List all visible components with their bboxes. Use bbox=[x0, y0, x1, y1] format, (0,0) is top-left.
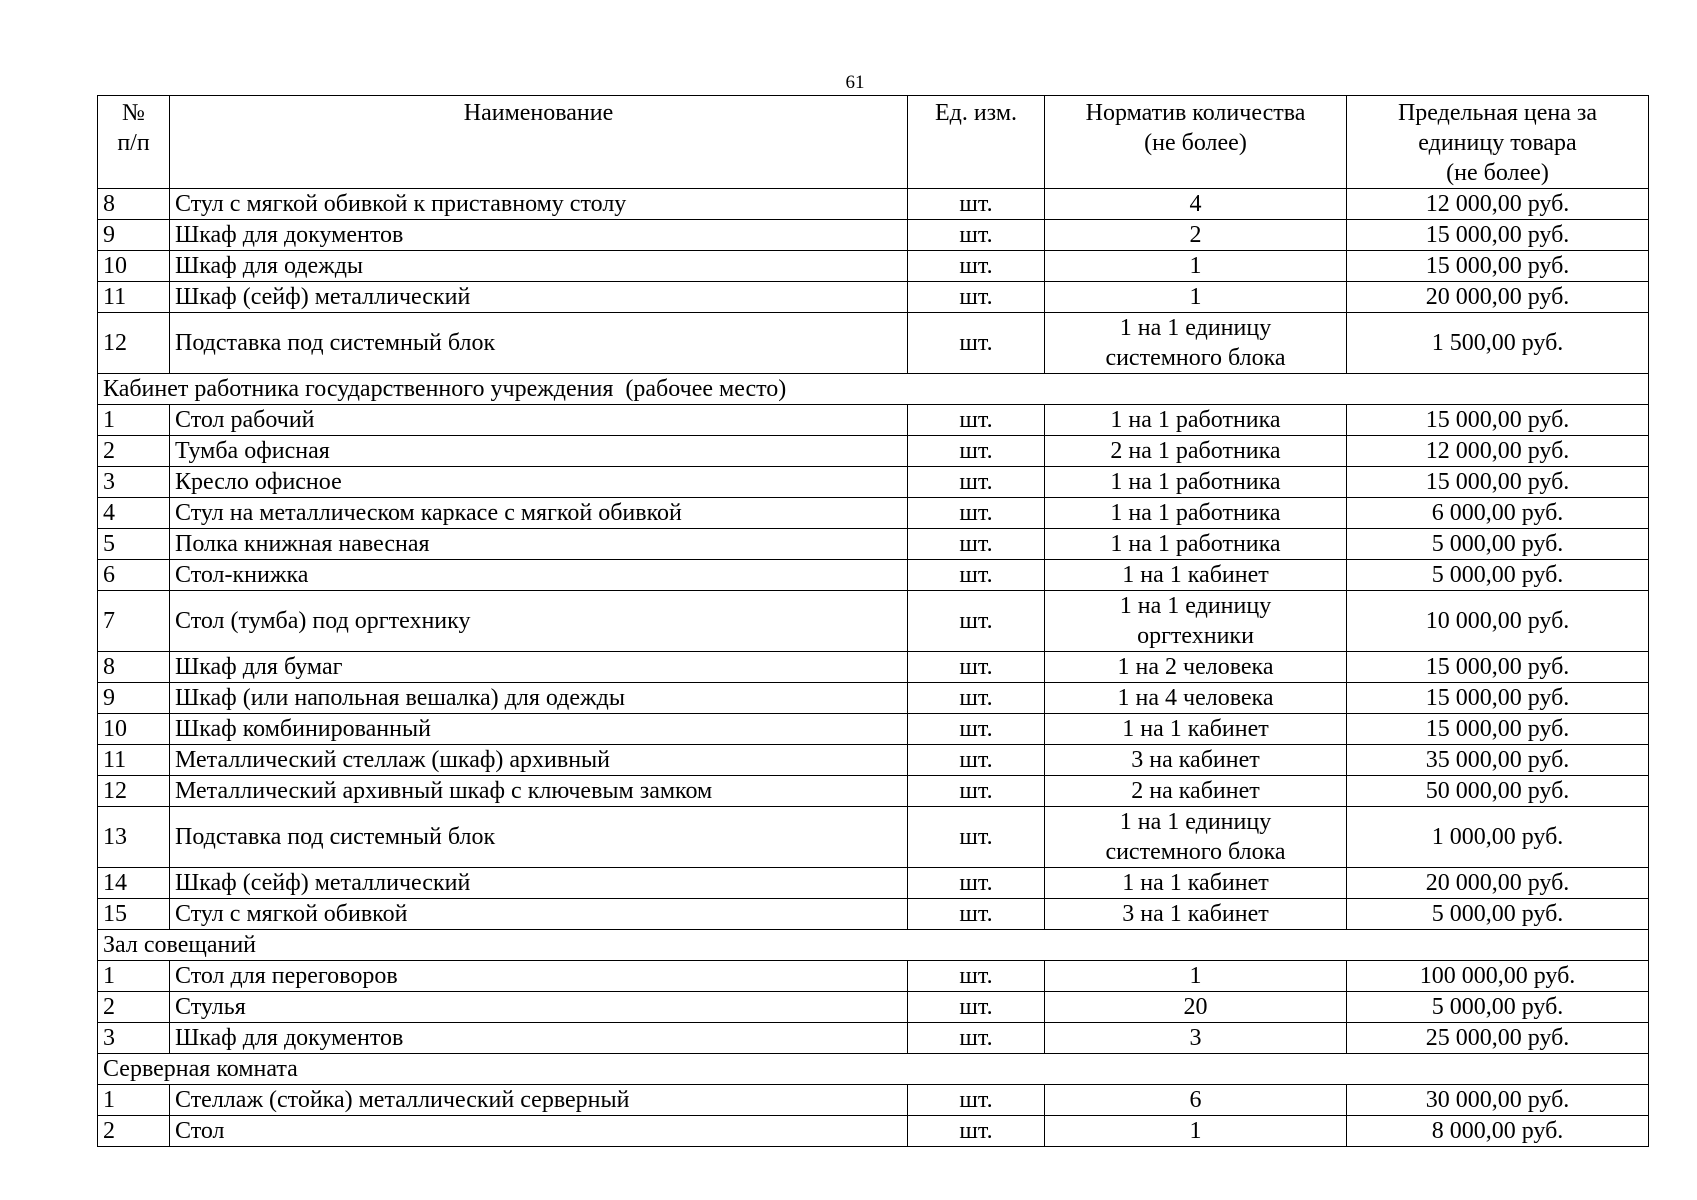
header-quantity-label: Норматив количества (не более) bbox=[1085, 100, 1306, 156]
section-title: Зал совещаний bbox=[98, 930, 1649, 961]
row-price: 20 000,00 руб. bbox=[1347, 282, 1649, 313]
row-unit: шт. bbox=[908, 405, 1045, 436]
row-name: Шкаф (сейф) металлический bbox=[170, 282, 908, 313]
table-row bbox=[98, 405, 1649, 436]
row-price: 12 000,00 руб. bbox=[1347, 189, 1649, 220]
row-price: 10 000,00 руб. bbox=[1347, 591, 1649, 652]
row-number: 11 bbox=[98, 282, 170, 313]
row-price: 15 000,00 руб. bbox=[1347, 683, 1649, 714]
row-price: 1 000,00 руб. bbox=[1347, 807, 1649, 868]
table-row bbox=[98, 868, 1649, 899]
table-row bbox=[98, 745, 1649, 776]
row-unit: шт. bbox=[908, 652, 1045, 683]
table-row bbox=[98, 992, 1649, 1023]
row-price: 50 000,00 руб. bbox=[1347, 776, 1649, 807]
row-number: 13 bbox=[98, 807, 170, 868]
row-quantity: 1 bbox=[1045, 282, 1347, 313]
row-price: 1 500,00 руб. bbox=[1347, 313, 1649, 374]
row-price: 8 000,00 руб. bbox=[1347, 1116, 1649, 1147]
row-quantity: 1 на 1 работника bbox=[1045, 529, 1347, 560]
row-name: Шкаф для бумаг bbox=[170, 652, 908, 683]
row-number: 1 bbox=[98, 405, 170, 436]
row-name: Кресло офисное bbox=[170, 467, 908, 498]
row-quantity: 3 на 1 кабинет bbox=[1045, 899, 1347, 930]
row-number: 15 bbox=[98, 899, 170, 930]
row-unit: шт. bbox=[908, 1116, 1045, 1147]
row-unit: шт. bbox=[908, 467, 1045, 498]
row-quantity: 2 bbox=[1045, 220, 1347, 251]
row-quantity: 3 bbox=[1045, 1023, 1347, 1054]
row-name: Стол bbox=[170, 1116, 908, 1147]
row-price: 25 000,00 руб. bbox=[1347, 1023, 1649, 1054]
table-row bbox=[98, 436, 1649, 467]
row-price: 100 000,00 руб. bbox=[1347, 961, 1649, 992]
row-unit: шт. bbox=[908, 776, 1045, 807]
table-row bbox=[98, 251, 1649, 282]
table-row bbox=[98, 1023, 1649, 1054]
row-name: Стул на металлическом каркасе с мягкой обивкой bbox=[170, 498, 908, 529]
table-row bbox=[98, 529, 1649, 560]
row-number: 1 bbox=[98, 1085, 170, 1116]
table-body bbox=[98, 189, 1649, 1147]
row-price: 12 000,00 руб. bbox=[1347, 436, 1649, 467]
row-price: 15 000,00 руб. bbox=[1347, 405, 1649, 436]
row-unit: шт. bbox=[908, 529, 1045, 560]
row-number: 2 bbox=[98, 992, 170, 1023]
row-price: 5 000,00 руб. bbox=[1347, 899, 1649, 930]
row-number: 10 bbox=[98, 251, 170, 282]
row-price: 15 000,00 руб. bbox=[1347, 714, 1649, 745]
row-number: 1 bbox=[98, 961, 170, 992]
row-unit: шт. bbox=[908, 436, 1045, 467]
row-price: 20 000,00 руб. bbox=[1347, 868, 1649, 899]
row-unit: шт. bbox=[908, 189, 1045, 220]
row-quantity: 1 на 1 работника bbox=[1045, 467, 1347, 498]
table-row bbox=[98, 1116, 1649, 1147]
row-unit: шт. bbox=[908, 683, 1045, 714]
row-quantity: 20 bbox=[1045, 992, 1347, 1023]
header-name bbox=[170, 96, 908, 189]
header-unit-label: Ед. изм. bbox=[934, 100, 1018, 126]
header-unit bbox=[908, 96, 1045, 189]
row-name: Стол (тумба) под оргтехнику bbox=[170, 591, 908, 652]
row-name: Стеллаж (стойка) металлический серверный bbox=[170, 1085, 908, 1116]
row-unit: шт. bbox=[908, 714, 1045, 745]
row-unit: шт. bbox=[908, 591, 1045, 652]
row-unit: шт. bbox=[908, 251, 1045, 282]
row-quantity: 2 на 1 работника bbox=[1045, 436, 1347, 467]
table-row bbox=[98, 282, 1649, 313]
row-quantity: 2 на кабинет bbox=[1045, 776, 1347, 807]
row-unit: шт. bbox=[908, 560, 1045, 591]
row-quantity: 1 на 4 человека bbox=[1045, 683, 1347, 714]
row-number: 4 bbox=[98, 498, 170, 529]
row-quantity: 1 bbox=[1045, 251, 1347, 282]
row-number: 3 bbox=[98, 1023, 170, 1054]
row-price: 5 000,00 руб. bbox=[1347, 529, 1649, 560]
header-number-label: № п/п bbox=[117, 100, 150, 156]
row-unit: шт. bbox=[908, 961, 1045, 992]
row-number: 6 bbox=[98, 560, 170, 591]
row-name: Шкаф для документов bbox=[170, 1023, 908, 1054]
table-row bbox=[98, 961, 1649, 992]
row-name: Металлический архивный шкаф с ключевым замком bbox=[170, 776, 908, 807]
row-name: Подставка под системный блок bbox=[170, 807, 908, 868]
row-name: Стул с мягкой обивкой к приставному столу bbox=[170, 189, 908, 220]
row-quantity: 1 на 1 кабинет bbox=[1045, 714, 1347, 745]
table-row bbox=[98, 220, 1649, 251]
section-title: Кабинет работника государственного учреждения (рабочее место) bbox=[98, 374, 1649, 405]
row-quantity: 1 на 1 работника bbox=[1045, 498, 1347, 529]
row-quantity: 1 на 2 человека bbox=[1045, 652, 1347, 683]
row-unit: шт. bbox=[908, 1085, 1045, 1116]
table-row bbox=[98, 776, 1649, 807]
row-quantity: 1 bbox=[1045, 1116, 1347, 1147]
row-number: 3 bbox=[98, 467, 170, 498]
row-unit: шт. bbox=[908, 745, 1045, 776]
section-header-row bbox=[98, 930, 1649, 961]
row-name: Полка книжная навесная bbox=[170, 529, 908, 560]
table-row bbox=[98, 189, 1649, 220]
section-header-row bbox=[98, 1054, 1649, 1085]
table-row bbox=[98, 560, 1649, 591]
row-price: 5 000,00 руб. bbox=[1347, 560, 1649, 591]
table-row bbox=[98, 807, 1649, 868]
row-quantity: 1 bbox=[1045, 961, 1347, 992]
row-number: 9 bbox=[98, 683, 170, 714]
row-number: 8 bbox=[98, 652, 170, 683]
header-price bbox=[1347, 96, 1649, 189]
row-number: 5 bbox=[98, 529, 170, 560]
row-quantity: 1 на 1 единицу оргтехники bbox=[1045, 591, 1347, 652]
row-price: 15 000,00 руб. bbox=[1347, 652, 1649, 683]
header-number bbox=[98, 96, 170, 189]
row-name: Металлический стеллаж (шкаф) архивный bbox=[170, 745, 908, 776]
row-price: 35 000,00 руб. bbox=[1347, 745, 1649, 776]
row-unit: шт. bbox=[908, 220, 1045, 251]
row-quantity: 1 на 1 работника bbox=[1045, 405, 1347, 436]
row-price: 5 000,00 руб. bbox=[1347, 992, 1649, 1023]
row-quantity: 6 bbox=[1045, 1085, 1347, 1116]
row-name: Шкаф для одежды bbox=[170, 251, 908, 282]
row-number: 2 bbox=[98, 436, 170, 467]
row-name: Шкаф комбинированный bbox=[170, 714, 908, 745]
row-price: 30 000,00 руб. bbox=[1347, 1085, 1649, 1116]
table-row bbox=[98, 591, 1649, 652]
header-name-label: Наименование bbox=[463, 100, 614, 126]
furniture-norms-table bbox=[97, 95, 1649, 1147]
row-quantity: 4 bbox=[1045, 189, 1347, 220]
row-unit: шт. bbox=[908, 992, 1045, 1023]
row-number: 10 bbox=[98, 714, 170, 745]
row-quantity: 1 на 1 кабинет bbox=[1045, 868, 1347, 899]
table-row bbox=[98, 714, 1649, 745]
table-row bbox=[98, 899, 1649, 930]
row-number: 14 bbox=[98, 868, 170, 899]
table-row bbox=[98, 467, 1649, 498]
row-number: 11 bbox=[98, 745, 170, 776]
row-unit: шт. bbox=[908, 498, 1045, 529]
row-name: Шкаф для документов bbox=[170, 220, 908, 251]
page-number: 61 bbox=[845, 72, 865, 93]
row-price: 6 000,00 руб. bbox=[1347, 498, 1649, 529]
row-number: 12 bbox=[98, 776, 170, 807]
row-number: 8 bbox=[98, 189, 170, 220]
row-quantity: 1 на 1 единицу системного блока bbox=[1045, 807, 1347, 868]
table-row bbox=[98, 652, 1649, 683]
table-row bbox=[98, 683, 1649, 714]
row-name: Шкаф (или напольная вешалка) для одежды bbox=[170, 683, 908, 714]
table-row bbox=[98, 1085, 1649, 1116]
row-unit: шт. bbox=[908, 282, 1045, 313]
row-price: 15 000,00 руб. bbox=[1347, 220, 1649, 251]
row-number: 7 bbox=[98, 591, 170, 652]
row-quantity: 3 на кабинет bbox=[1045, 745, 1347, 776]
row-unit: шт. bbox=[908, 899, 1045, 930]
row-number: 12 bbox=[98, 313, 170, 374]
row-name: Стол для переговоров bbox=[170, 961, 908, 992]
section-header-row bbox=[98, 374, 1649, 405]
row-name: Шкаф (сейф) металлический bbox=[170, 868, 908, 899]
row-unit: шт. bbox=[908, 868, 1045, 899]
row-price: 15 000,00 руб. bbox=[1347, 251, 1649, 282]
row-number: 2 bbox=[98, 1116, 170, 1147]
row-name: Стул с мягкой обивкой bbox=[170, 899, 908, 930]
header-price-label: Предельная цена за единицу товара (не более) bbox=[1397, 100, 1598, 186]
row-name: Подставка под системный блок bbox=[170, 313, 908, 374]
row-name: Тумба офисная bbox=[170, 436, 908, 467]
row-name: Стол-книжка bbox=[170, 560, 908, 591]
row-unit: шт. bbox=[908, 1023, 1045, 1054]
header-quantity bbox=[1045, 96, 1347, 189]
row-price: 15 000,00 руб. bbox=[1347, 467, 1649, 498]
row-name: Стол рабочий bbox=[170, 405, 908, 436]
row-unit: шт. bbox=[908, 313, 1045, 374]
section-title: Серверная комната bbox=[98, 1054, 1649, 1085]
row-number: 9 bbox=[98, 220, 170, 251]
row-quantity: 1 на 1 кабинет bbox=[1045, 560, 1347, 591]
row-quantity: 1 на 1 единицу системного блока bbox=[1045, 313, 1347, 374]
table-row bbox=[98, 498, 1649, 529]
row-unit: шт. bbox=[908, 807, 1045, 868]
row-name: Стулья bbox=[170, 992, 908, 1023]
table-row bbox=[98, 313, 1649, 374]
table-header-row bbox=[98, 96, 1649, 189]
